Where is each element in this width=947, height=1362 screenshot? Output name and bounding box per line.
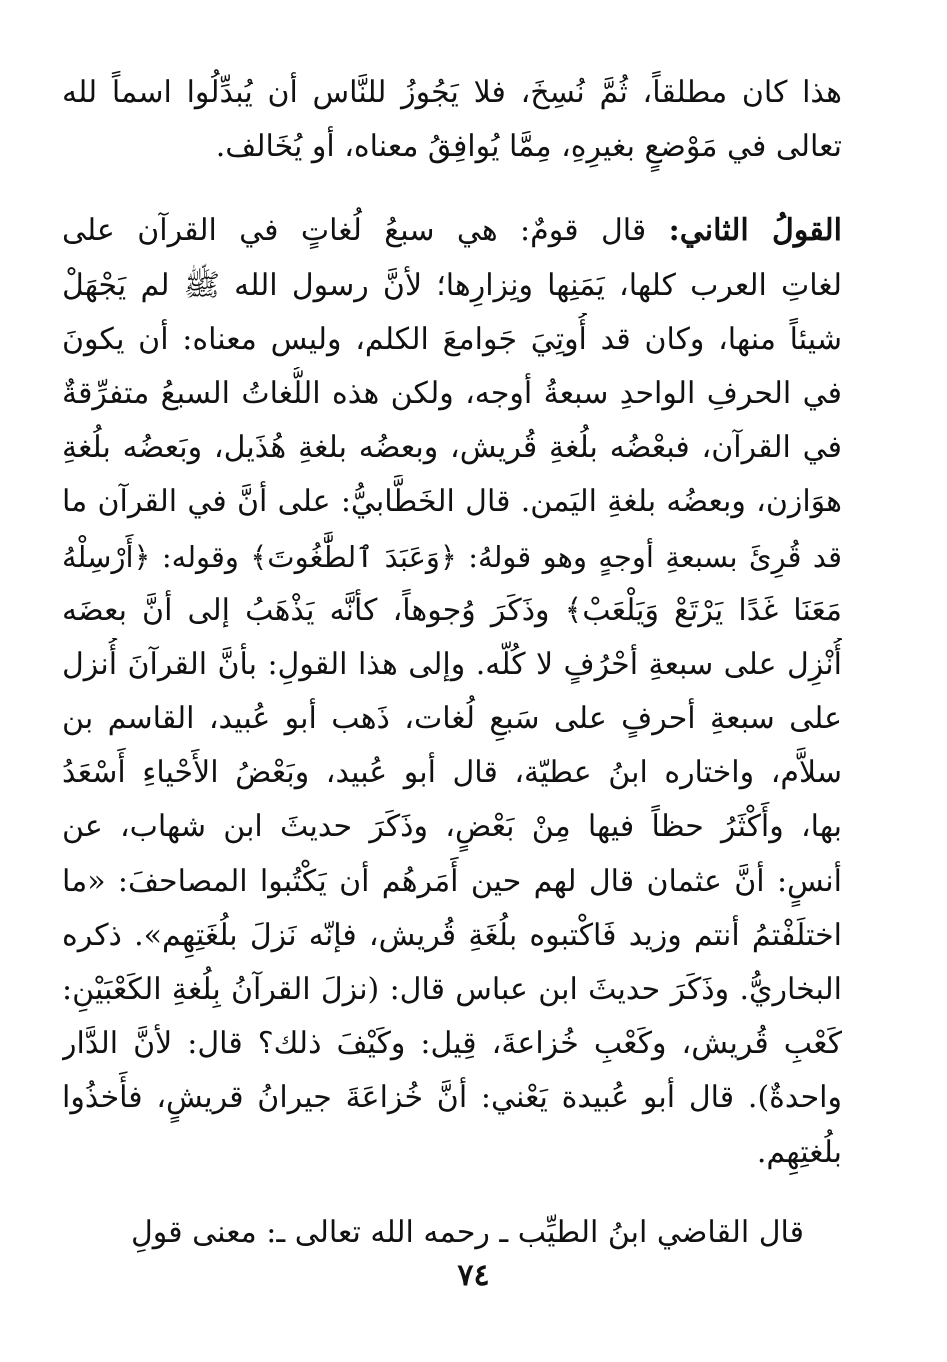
paragraph-gap — [62, 1180, 842, 1206]
paragraph-1 — [62, 66, 842, 174]
page-body — [62, 66, 842, 1260]
text-line: أُنْزِل على سبعةِ أحْرُفٍ لا كُلّه. وإلى هذا القولِ: بأنَّ القرآنَ أُنزل — [62, 646, 842, 682]
text-line: اختلَفْتمُ أنتم وزيد فَاكْتبوه بلُغَةِ قُريش، فإنّه نَزلَ بلُغَتِهِم». ذكره — [62, 917, 842, 953]
text-line: على سبعةِ أحرفٍ على سَبعِ لُغات، ذَهب أبو عُبيد، القاسم بن — [62, 701, 842, 737]
text-line: لغاتِ العرب كلها، يَمَنِها ونِزارِها؛ لأنَّ رسول الله ﷺ لم يَجْهَلْ — [62, 267, 842, 303]
text-line: مَعَنَا غَدًا يَرْتَعْ وَيَلْعَبْ﴾ وذَكَرَ وُجوهاً، كأنَّه يَذْهَبُ إلى أنَّ بعضَه — [62, 592, 842, 628]
text-line: قال القاضي ابنُ الطيِّب ـ رحمه الله تعالى ـ: معنى قولِ — [130, 1214, 804, 1250]
text-line — [62, 204, 842, 258]
section-heading: القولُ الثاني: — [668, 213, 842, 249]
text-line: هوَازن، وبعضُه بلغةِ اليَمن. قال الخَطَّابيُّ: على أنَّ في القرآن ما — [62, 484, 842, 520]
text-line: شيئاً منها، وكان قد أُوتِيَ جَوامعَ الكلم، وليس معناه: أن يكونَ — [62, 321, 842, 357]
text-line: أنسٍ: أنَّ عثمان قال لهم حين أَمَرهُم أن يَكْتُبوا المصاحفَ: «ما — [62, 863, 842, 899]
text-line: بلُغتِهِم. — [756, 1134, 842, 1170]
text-line: بها، وأَكْثَرُ حظاً فيها مِنْ بَعْضٍ، وذَكَرَ حديثَ ابن شهاب، عن — [62, 809, 842, 845]
text-line: كَعْبِ قُريش، وكَعْبِ خُزاعةَ، قِيل: وكَيْفَ ذلك؟ قال: لأنَّ الدَّار — [62, 1026, 842, 1062]
paragraph-3 — [62, 1206, 842, 1260]
text-line: في القرآن، فبعْضُه بلُغةِ قُريش، وبعضُه بلغةِ هُذَيل، وبَعضُه بلُغةِ — [62, 430, 842, 466]
text-line: قد قُرِئَ بسبعةِ أوجهٍ وهو قولهُ: ﴿وَعَبَدَ ٱلطَّٰغُوتَ﴾ وقوله: ﴿أَرْسِلْهُ — [62, 539, 842, 574]
text-line: في الحرفِ الواحدِ سبعةُ أوجه، ولكن هذه اللُّغاتُ السبعُ متفرِّقةٌ — [62, 375, 842, 411]
text-line: تعالى في مَوْضعٍ بغيرِهِ، مِمَّا يُوافِقُ معناه، أو يُخَالف. — [215, 129, 842, 165]
paragraph-2 — [62, 204, 842, 1179]
paragraph-gap — [62, 174, 842, 204]
text-line: البخاريُّ. وذَكَرَ حديثَ ابن عباس قال: (نزلَ القرآنُ بِلُغةِ الكَعْبَيْنِ: — [62, 972, 842, 1007]
text-line: سلاَّم، واختاره ابنُ عطيّة، قال أبو عُبيد، وبَعْضُ الأَحْياءِ أَسْعَدُ — [62, 755, 842, 791]
text-line: هذا كان مطلقاً، ثُمَّ نُسِخَ، فلا يَجُوزُ للنَّاس أن يُبدِّلُوا اسماً لله — [62, 75, 842, 110]
text-line: واحدةٌ). قال أبو عُبيدة يَعْني: أنَّ خُزاعَةَ جيرانُ قريشٍ، فأَخذُوا — [62, 1080, 842, 1116]
page-number: ٧٤ — [457, 1258, 490, 1293]
text-line-rest: قال قومٌ: هي سبعُ لُغاتٍ في القرآن على — [62, 213, 647, 249]
